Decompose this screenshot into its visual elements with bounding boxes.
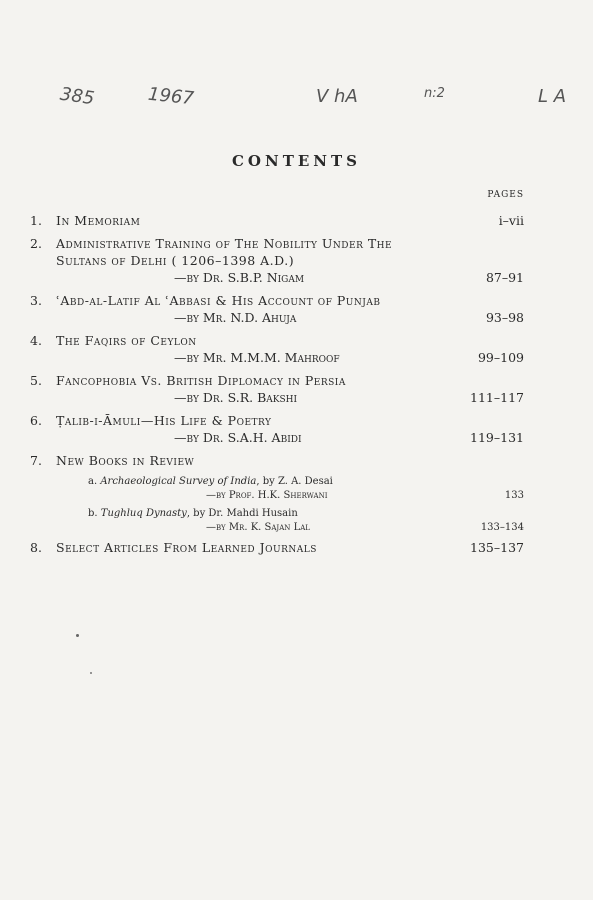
review-pages: 133 bbox=[504, 490, 524, 501]
entry-title: New Books in Review bbox=[56, 453, 195, 468]
entry-author: —by Mr. M.M.M. Mahroof bbox=[174, 350, 340, 365]
toc-entry bbox=[30, 212, 524, 229]
entry-title: ʿAbd-al-Latif Al ʿAbbasi & His Account of Punjab bbox=[56, 293, 381, 308]
entry-pages: 119–131 bbox=[470, 430, 524, 445]
review-entry bbox=[88, 475, 524, 503]
entry-byline-row bbox=[56, 389, 524, 406]
entry-title: Select Articles From Learned Journals bbox=[56, 540, 317, 555]
review-pages: 133–134 bbox=[480, 522, 524, 533]
entry-byline-row bbox=[56, 309, 524, 326]
entry-byline-row bbox=[56, 269, 524, 286]
review-book-title: Archaeological Survey of India bbox=[100, 476, 257, 487]
entry-number: 4. bbox=[30, 333, 42, 348]
entry-number: 6. bbox=[30, 413, 42, 428]
page-title: CONTENTS bbox=[231, 152, 362, 170]
entry-title: The Faqirs of Ceylon bbox=[56, 333, 197, 348]
entry-author: —by Dr. S.A.H. Abidi bbox=[174, 430, 302, 445]
entry-pages: 99–109 bbox=[477, 350, 524, 365]
pages-column-header: PAGES bbox=[487, 190, 524, 200]
entry-pages: 111–117 bbox=[470, 390, 524, 405]
toc-entry bbox=[30, 235, 524, 286]
entry-number: 3. bbox=[30, 293, 42, 308]
entry-title: Administrative Training of The Nobility Under The Sultans of Delhi ( 1206–1398 A.D.) bbox=[56, 236, 393, 268]
handwritten-note: n:2 bbox=[424, 86, 445, 101]
handwritten-note: 385 bbox=[58, 83, 96, 110]
toc-entry bbox=[30, 452, 524, 469]
toc-entry bbox=[30, 412, 524, 446]
paper-speck bbox=[76, 634, 79, 637]
review-author: —by Mr. K. Sajan Lal bbox=[206, 522, 310, 533]
entry-author: —by Dr. S.B.P. Nigam bbox=[174, 270, 305, 285]
table-of-contents bbox=[30, 212, 524, 562]
entry-author: —by Dr. S.R. Bakshi bbox=[174, 390, 298, 405]
entry-author: —by Mr. N.D. Ahuja bbox=[174, 310, 297, 325]
entry-byline-row bbox=[56, 429, 524, 446]
review-title-line bbox=[88, 475, 524, 489]
paper-speck bbox=[90, 672, 92, 674]
entry-pages: 87–91 bbox=[485, 270, 524, 285]
review-book-title: Tughluq Dynasty bbox=[100, 508, 187, 519]
entry-number: 1. bbox=[30, 213, 42, 228]
review-entry bbox=[88, 507, 524, 535]
entry-byline-row bbox=[56, 349, 524, 366]
entry-pages: 135–137 bbox=[470, 540, 524, 555]
review-letter: b. bbox=[88, 508, 98, 519]
review-author: —by Prof. H.K. Sherwani bbox=[206, 490, 328, 501]
entry-number: 5. bbox=[30, 373, 42, 388]
toc-entry bbox=[30, 332, 524, 366]
toc-entry bbox=[30, 372, 524, 406]
review-book-author: , by Dr. Mahdi Husain bbox=[186, 508, 298, 519]
entry-title: Ṭalib-i-Āmuli—His Life & Poetry bbox=[56, 413, 272, 428]
toc-entry bbox=[30, 292, 524, 326]
entry-title: Fancophobia Vs. British Diplomacy in Persia bbox=[56, 373, 346, 388]
toc-entry bbox=[30, 539, 524, 556]
entry-pages: i–vii bbox=[498, 213, 524, 228]
entry-number: 7. bbox=[30, 453, 42, 468]
review-title-line bbox=[88, 507, 524, 521]
entry-number: 2. bbox=[30, 236, 42, 251]
handwritten-note: L A bbox=[538, 86, 567, 107]
entry-pages: 93–98 bbox=[485, 310, 524, 325]
entry-number: 8. bbox=[30, 540, 42, 555]
entry-title: In Memoriam bbox=[56, 213, 141, 228]
handwritten-note: 1967 bbox=[147, 83, 195, 110]
handwritten-note: V hA bbox=[316, 86, 358, 107]
review-book-author: , by Z. A. Desai bbox=[256, 476, 333, 487]
review-letter: a. bbox=[88, 476, 98, 487]
handwritten-notes bbox=[0, 83, 593, 116]
